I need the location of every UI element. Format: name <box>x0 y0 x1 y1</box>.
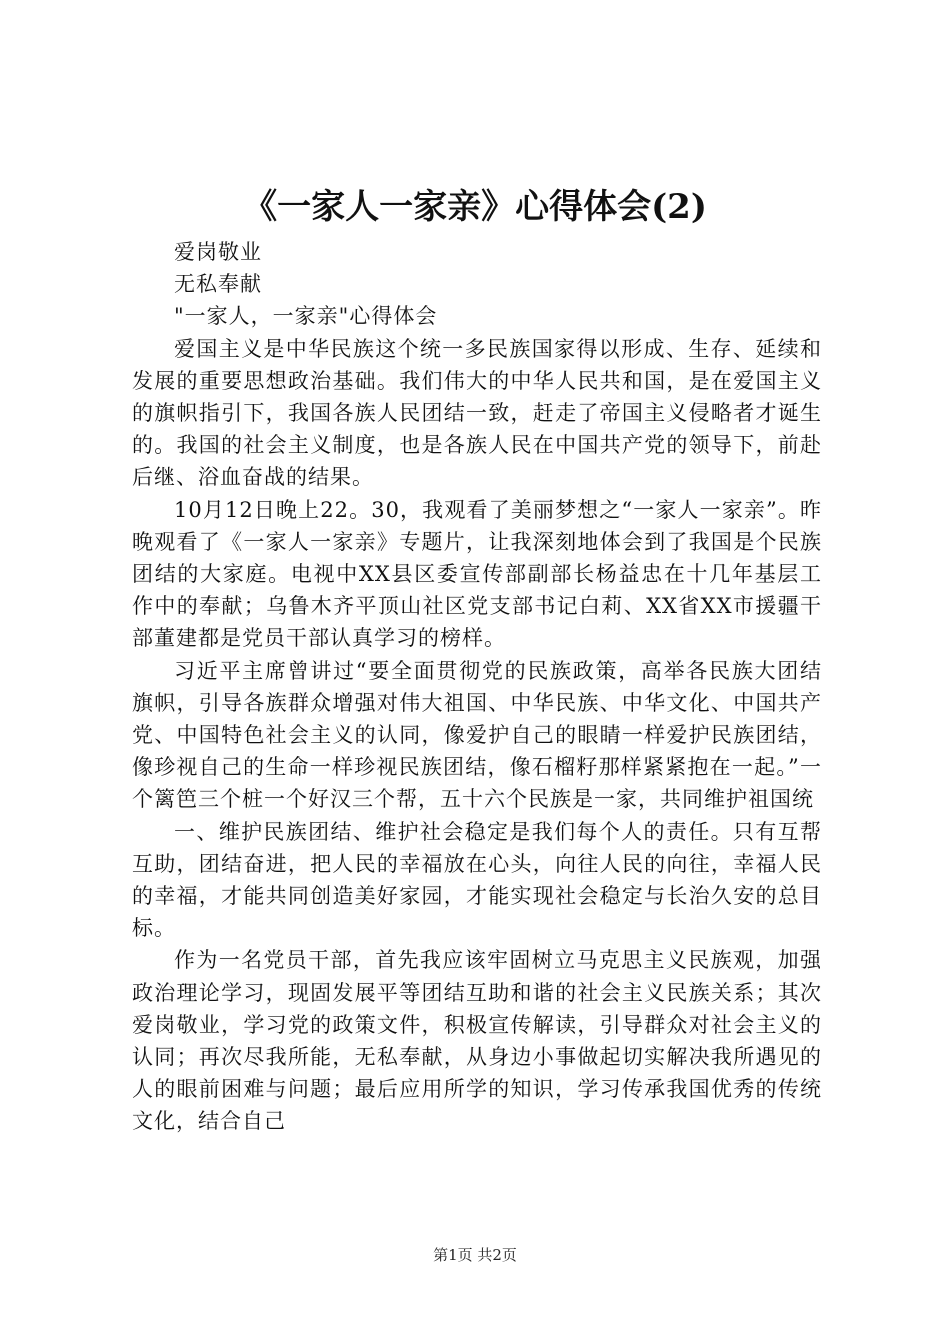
paragraph: 爱国主义是中华民族这个统一多民族国家得以形成、生存、延续和发展的重要思想政治基础。我们伟大的中华人民共和国，是在爱国主义的旗帜指引下，我国各族人民团结一致，赶走了帝国主义侵略者才诞生的。我国的社会主义制度，也是各族人民在中国共产党的领导下，前赴后继、浴血奋战的结果。 <box>132 336 822 490</box>
paragraph: 爱岗敬业 <box>174 240 262 264</box>
paragraph: 无私奉献 <box>174 272 262 297</box>
paragraph: 一、维护民族团结、维护社会稳定是我们每个人的责任。只有互帮互助，团结奋进，把人民的幸福放在心头，向往人民的向往，幸福人民的幸福，才能共同创造美好家园，才能实现社会稳定与长治久安的总目标。 <box>132 819 822 941</box>
document-body <box>132 236 822 1138</box>
paragraph: 习近平主席曾讲过“要全面贯彻党的民族政策，高举各民族大团结旗帜，引导各族群众增强对伟大祖国、中华民族、中华文化、中国共产党、中国特色社会主义的认同，像爱护自己的眼睛一样爱护民族团结，像珍视自己的生命一样珍视民族团结，像石榴籽那样紧紧抱在一起。”一个篱笆三个桩一个好汉三个帮，五十六个民族是一家，共同维护祖国统 <box>132 658 822 812</box>
paragraph: 10月12日晚上22。30，我观看了美丽梦想之“一家人一家亲”。昨晚观看了《一家人一家亲》专题片，让我深刻地体会到了我国是个民族团结的大家庭。电视中XX县区委宣传部副部长杨益忠在十几年基层工作中的奉献；乌鲁木齐平顶山社区党支部书记白莉、XX省XX市援疆干部董建都是党员干部认真学习的榜样。 <box>132 497 822 651</box>
paragraph: "一家人，一家亲"心得体会 <box>174 304 438 329</box>
document-title: 《一家人一家亲》心得体会(2) <box>243 187 707 227</box>
page-number-footer: 第1页 共2页 <box>433 1246 517 1264</box>
paragraph: 作为一名党员干部，首先我应该牢固树立马克思主义民族观，加强政治理论学习，现固发展平等团结互助和谐的社会主义民族关系；其次爱岗敬业，学习党的政策文件，积极宣传解读，引导群众对社会主义的认同；再次尽我所能，无私奉献，从身边小事做起切实解决我所遇见的人的眼前困难与问题；最后应用所学的知识，学习传承我国优秀的传统文化，结合自己 <box>132 948 822 1134</box>
